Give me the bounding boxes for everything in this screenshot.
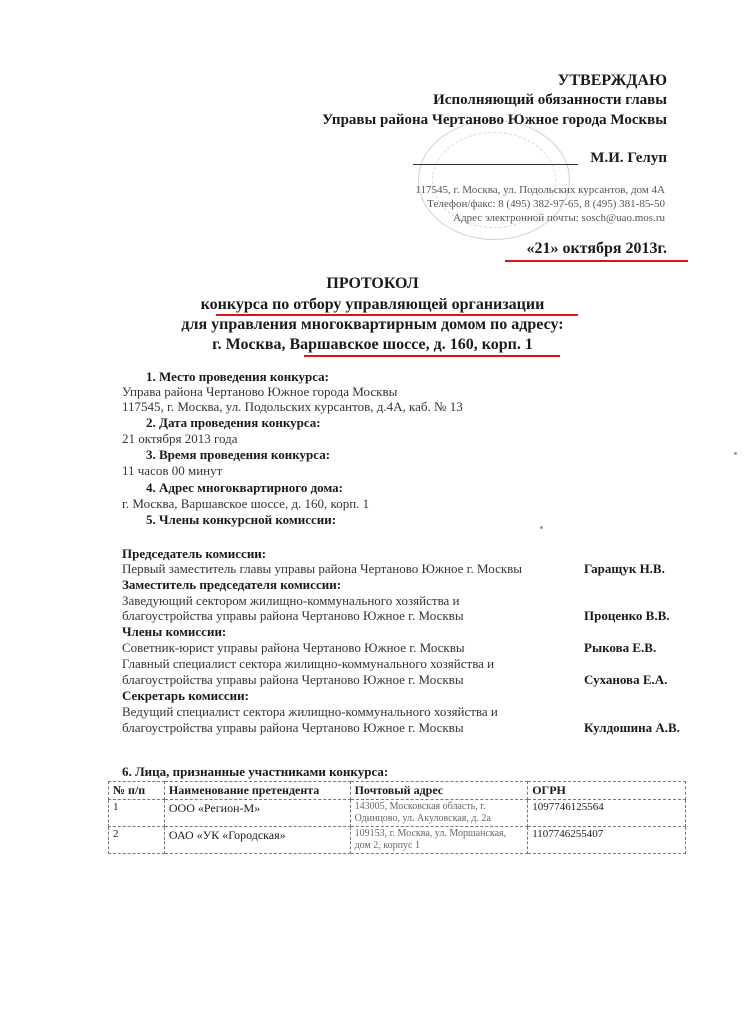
section-5-title: 5. Члены конкурсной комиссии: — [146, 512, 337, 527]
col-number-header: № п/п — [109, 782, 165, 800]
row-ogrn: 1107746255407 — [528, 827, 686, 854]
signature-line — [413, 164, 578, 165]
chair-label: Председатель комиссии: — [122, 546, 267, 561]
row-name: ООО «Регион-М» — [164, 800, 350, 827]
row-number: 1 — [109, 800, 165, 827]
protocol-line3-prefix: г. Москва, — [212, 336, 290, 353]
col-name-header: Наименование претендента — [164, 782, 350, 800]
approval-email: Адрес электронной почты: sosch@uao.mos.ru — [453, 212, 665, 224]
section-4-value: г. Москва, Варшавское шоссе, д. 160, корп. 1 — [122, 496, 370, 511]
approval-date: «21» октября 2013г. — [526, 240, 667, 257]
protocol-title: ПРОТОКОЛ — [326, 275, 419, 292]
protocol-line3 — [0, 336, 745, 354]
protocol-line1: конкурса по отбору управляющей организации — [200, 296, 545, 313]
secretary-role-line2: благоустройства управы района Чертаново Южное г. Москвы — [122, 720, 464, 735]
row-address: 109153, г. Москва, ул. Моршанская, дом 2, корпус 1 — [350, 827, 528, 854]
approval-position-line2: Управы района Чертаново Южное города Москвы — [322, 112, 667, 128]
member1-name: Рыкова Е.В. — [584, 640, 657, 655]
approval-address: 117545, г. Москва, ул. Подольских курсантов, дом 4А — [415, 184, 665, 196]
row-number: 2 — [109, 827, 165, 854]
section-3-title: 3. Время проведения конкурса: — [146, 447, 331, 462]
row-address: 143005, Московская область, г. Одинцово, ул. Акуловская, д. 2а — [350, 800, 528, 827]
address-underline — [304, 355, 560, 357]
secretary-name: Кулдошина А.В. — [584, 720, 680, 735]
approval-position-line1: Исполняющий обязанности главы — [433, 92, 667, 108]
chair-role: Первый заместитель главы управы района Чертаново Южное г. Москвы — [122, 561, 523, 576]
section-1-line1: Управа района Чертаново Южное города Москвы — [122, 384, 398, 399]
participants-table — [108, 781, 686, 854]
section-2-title: 2. Дата проведения конкурса: — [146, 415, 321, 430]
secretary-label: Секретарь комиссии: — [122, 688, 249, 703]
deputy-role-line2: благоустройства управы района Чертаново Южное г. Москвы — [122, 608, 464, 623]
approval-phone: Телефон/факс: 8 (495) 382-97-65, 8 (495) 381-85-50 — [427, 198, 665, 210]
secretary-role-line1: Ведущий специалист сектора жилищно-коммунального хозяйства и — [122, 704, 498, 719]
table-row — [109, 827, 686, 854]
member2-role-line2: благоустройства управы района Чертаново Южное г. Москвы — [122, 672, 464, 687]
section-2-value: 21 октября 2013 года — [122, 431, 238, 446]
members-label: Члены комиссии: — [122, 624, 227, 639]
table-header-row — [109, 782, 686, 800]
protocol-line2: для управления многоквартирным домом по адресу: — [181, 316, 564, 333]
member2-name: Суханова Е.А. — [584, 672, 668, 687]
chair-name: Гаращук Н.В. — [584, 561, 665, 576]
deputy-name: Проценко В.В. — [584, 608, 670, 623]
scan-speck — [734, 452, 737, 455]
deputy-label: Заместитель председателя комиссии: — [122, 577, 342, 592]
col-address-header: Почтовый адрес — [350, 782, 528, 800]
approval-signer: М.И. Гелуп — [590, 150, 667, 166]
section-4-title: 4. Адрес многоквартирного дома: — [146, 480, 343, 495]
table-row — [109, 800, 686, 827]
participants-title: 6. Лица, признанные участниками конкурса: — [122, 764, 389, 779]
member1-role: Советник-юрист управы района Чертаново Южное г. Москвы — [122, 640, 465, 655]
row-ogrn: 1097746125564 — [528, 800, 686, 827]
section-3-value: 11 часов 00 минут — [122, 463, 223, 478]
date-underline — [505, 260, 688, 262]
col-ogrn-header: ОГРН — [528, 782, 686, 800]
member2-role-line1: Главный специалист сектора жилищно-коммунального хозяйства и — [122, 656, 495, 671]
section-1-title: 1. Место проведения конкурса: — [146, 369, 329, 384]
deputy-role-line1: Заведующий сектором жилищно-коммунального хозяйства и — [122, 593, 460, 608]
section-1-line2: 117545, г. Москва, ул. Подольских курсантов, д.4А, каб. № 13 — [122, 399, 463, 414]
scan-speck — [540, 526, 543, 529]
row-name: ОАО «УК «Городская» — [164, 827, 350, 854]
approval-title: УТВЕРЖДАЮ — [557, 72, 667, 89]
protocol-line3-address: Варшавское шоссе, д. 160, корп. 1 — [289, 336, 533, 353]
